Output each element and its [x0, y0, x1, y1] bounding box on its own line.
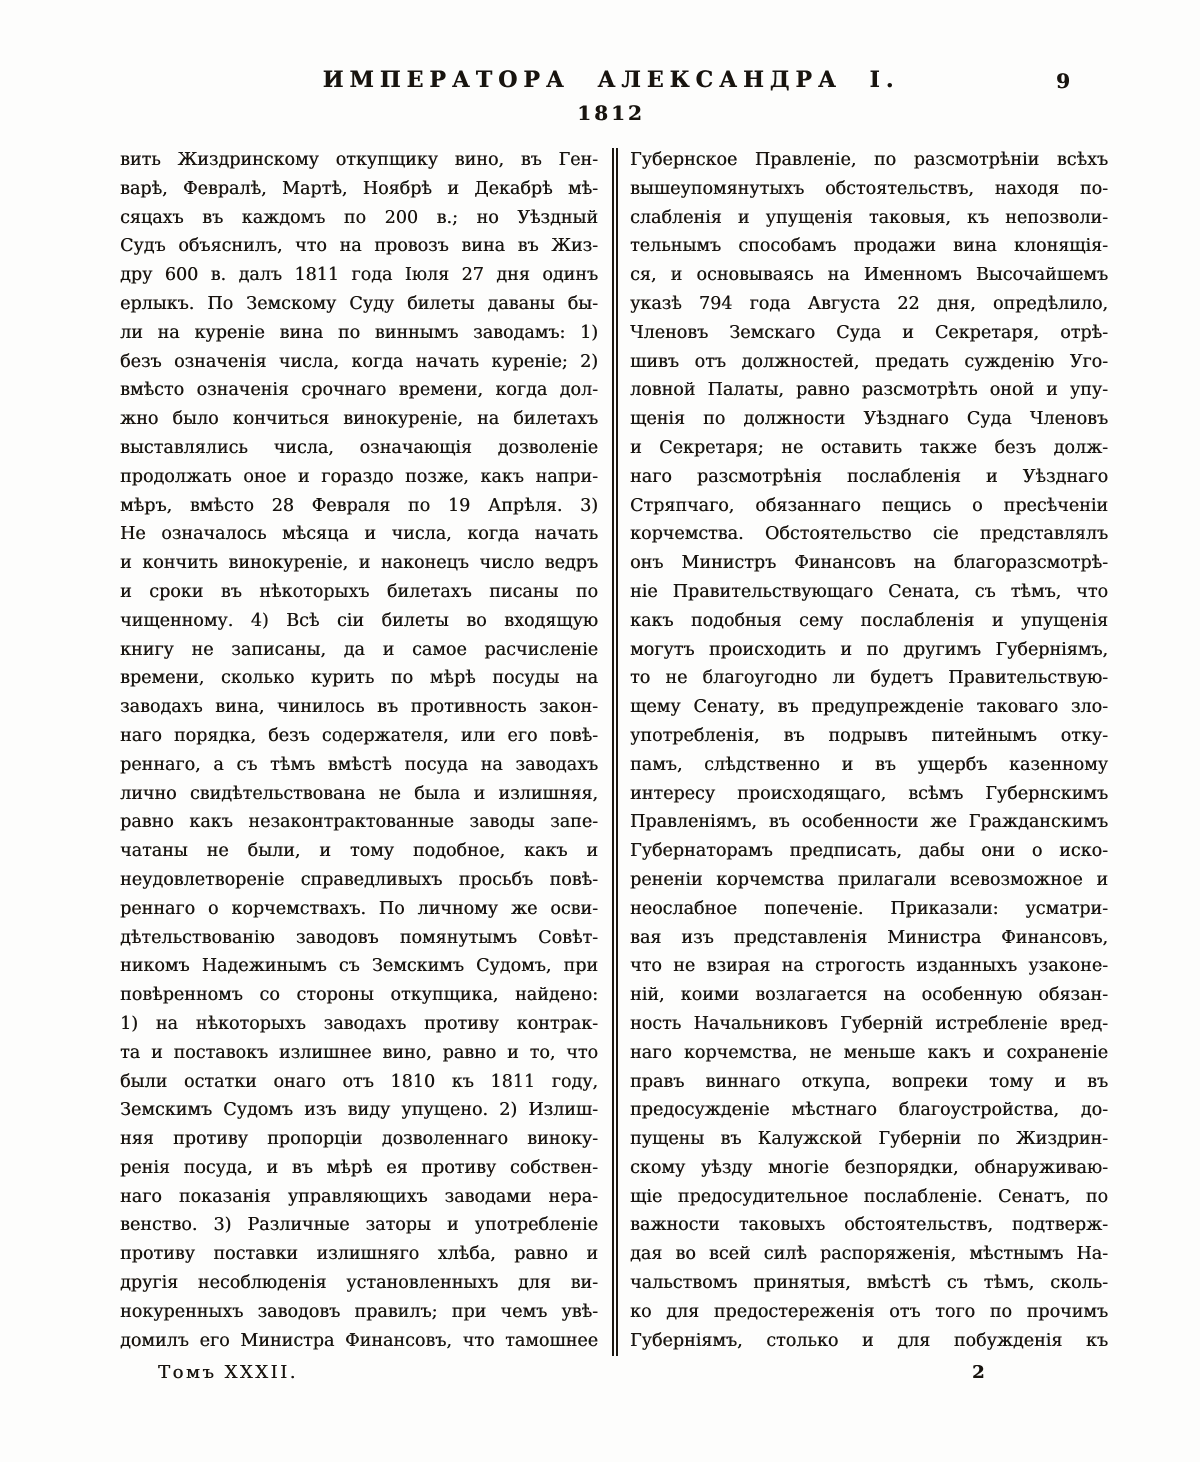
left-column — [120, 146, 598, 1356]
text-line: Не означалось мѣсяца и числа, когда начать — [120, 524, 598, 545]
text-line: предосужденіе мѣстнаго благоустройства, до- — [630, 1100, 1108, 1121]
text-line: Губернаторамъ предписать, дабы они о иско- — [630, 841, 1108, 862]
text-line: чальствомъ принятыя, вмѣстѣ съ тѣмъ, сколь- — [630, 1273, 1108, 1294]
text-line: заводахъ вина, чинилось въ противность закон- — [120, 697, 598, 718]
text-line: неудовлетвореніе справедливыхъ просьбъ повѣ- — [120, 869, 598, 890]
footer-signature-mark: 2 — [972, 1362, 985, 1383]
text-line: памъ, слѣдственно и въ ущербъ казенному — [630, 754, 1108, 775]
text-line: щіе предосудительное послабленіе. Сенатъ, по — [630, 1186, 1108, 1207]
year-heading: 1812 — [577, 101, 645, 125]
text-line: указѣ 794 года Августа 22 дня, опредѣлило, — [630, 293, 1108, 314]
text-line: ній, коими возлагается на особенную обязан- — [630, 985, 1108, 1006]
text-line: употребленія, въ подрывъ питейнымъ отку- — [630, 725, 1108, 746]
text-line: и кончить винокуреніе, и наконецъ число ведръ — [120, 553, 598, 574]
text-line: чатаны не были, и тому подобное, какъ и — [120, 841, 598, 862]
text-line: могутъ происходить и по другимъ Губерніямъ, — [630, 639, 1108, 660]
text-line: времени, сколько курить по мѣрѣ посуды на — [120, 668, 598, 689]
text-line: то не благоугодно ли будетъ Правительствую- — [630, 668, 1108, 689]
text-line: щему Сенату, въ предупрежденіе таковаго зло- — [630, 697, 1108, 718]
text-line: вить Жиздринскому откупщику вино, въ Ген- — [120, 150, 598, 170]
text-columns — [120, 146, 1108, 1356]
text-line: наго корчемства, не меньше какъ и сохраненіе — [630, 1042, 1108, 1063]
text-line: венство. 3) Различные заторы и употребленіе — [120, 1215, 598, 1236]
text-line: Губернское Правленіе, по разсмотрѣніи всѣхъ — [630, 150, 1108, 170]
text-line: реннаго о корчемствахъ. По личному же осви- — [120, 898, 598, 919]
text-line: дѣтельствованію заводовъ помянутымъ Совѣт- — [120, 927, 598, 948]
text-line: ніе Правительствующаго Сената, съ тѣмъ, что — [630, 581, 1108, 602]
text-line: ся, и основываясь на Именномъ Высочайшемъ — [630, 265, 1108, 286]
text-line: вая изъ представленія Министра Финансовъ, — [630, 927, 1108, 948]
text-line: дру 600 в. далъ 1811 года Іюля 27 дня одинъ — [120, 265, 598, 286]
text-line: Земскимъ Судомъ изъ виду упущено. 2) Излиш- — [120, 1100, 598, 1121]
text-line: ность Начальниковъ Губерній истребленіе вред- — [630, 1013, 1108, 1034]
text-line: рененіи корчемства прилагали всевозможное и — [630, 869, 1108, 890]
text-line: пущены въ Калужской Губерніи по Жиздрин- — [630, 1129, 1108, 1150]
running-head-title: ИМПЕРАТОРА АЛЕКСАНДРА I. — [322, 67, 900, 93]
text-line: противу поставки излишняго хлѣба, равно и — [120, 1244, 598, 1265]
text-line: ренія посуда, и въ мѣрѣ ея противу собствен- — [120, 1157, 598, 1178]
text-line: другія несоблюденія установленныхъ для ви- — [120, 1273, 598, 1294]
text-line: неослабное попеченіе. Приказали: усматри- — [630, 898, 1108, 919]
text-line: ко для предостереженія отъ того по прочимъ — [630, 1301, 1108, 1322]
text-line: нокуренныхъ заводовъ правилъ; при чемъ увѣ- — [120, 1301, 598, 1322]
text-line: няя противу пропорціи дозволеннаго виноку- — [120, 1129, 598, 1150]
text-line: Судъ объяснилъ, что на провозъ вина въ Жиз- — [120, 236, 598, 257]
text-line: продолжать оное и гораздо позже, какъ напри- — [120, 466, 598, 487]
text-line: 1) на нѣкоторыхъ заводахъ противу контрак- — [120, 1013, 598, 1034]
text-line: никомъ Надежинымъ съ Земскимъ Судомъ, при — [120, 956, 598, 977]
text-line: варѣ, Февралѣ, Мартѣ, Ноябрѣ и Декабрѣ мѣ- — [120, 178, 598, 199]
text-line: слабленія и упущенія таковыя, къ непозволи- — [630, 207, 1108, 228]
text-line: повѣренномъ со стороны откупщика, найдено: — [120, 985, 598, 1006]
text-line: книгу не записаны, да и самое расчисленіе — [120, 639, 598, 660]
text-line: важности таковыхъ обстоятельствъ, подтверж- — [630, 1215, 1108, 1236]
text-line: правъ виннаго откупа, вопреки тому и въ — [630, 1071, 1108, 1092]
text-line: дая во всей силѣ распоряженія, мѣстнымъ На- — [630, 1244, 1108, 1265]
text-line: Стряпчаго, обязаннаго пещись о пресѣченіи — [630, 495, 1108, 516]
text-line: Членовъ Земскаго Суда и Секретаря, отрѣ- — [630, 322, 1108, 343]
column-divider-rule — [612, 148, 618, 1356]
page-number: 9 — [1056, 69, 1070, 93]
text-line: жно было кончиться винокуреніе, на билетахъ — [120, 409, 598, 430]
text-line: шивъ отъ должностей, предать сужденію Уго- — [630, 351, 1108, 372]
text-line: сяцахъ въ каждомъ по 200 в.; но Уѣздный — [120, 207, 598, 228]
text-line: и Секретаря; не оставить также безъ долж- — [630, 437, 1108, 458]
text-line: ли на куреніе вина по виннымъ заводамъ: 1) — [120, 322, 598, 343]
footer-volume-label: Томъ XXXII. — [158, 1362, 298, 1383]
text-line: тельнымъ способамъ продажи вина клонящія- — [630, 236, 1108, 257]
right-column — [630, 146, 1108, 1356]
text-line: чищенному. 4) Всѣ сіи билеты во входящую — [120, 610, 598, 631]
text-line: та и поставокъ излишнее вино, равно и то, что — [120, 1042, 598, 1063]
text-line: Губерніямъ, столько и для побужденія къ — [630, 1330, 1108, 1351]
text-line: наго показанія управляющихъ заводами нера- — [120, 1186, 598, 1207]
text-line: и сроки въ нѣкоторыхъ билетахъ писаны по — [120, 581, 598, 602]
text-line: мѣръ, вмѣсто 28 Февраля по 19 Апрѣля. 3) — [120, 495, 598, 516]
text-line: какъ подобныя сему послабленія и упущенія — [630, 610, 1108, 631]
text-line: корчемства. Обстоятельство сіе представлялъ — [630, 524, 1108, 545]
text-line: реннаго, а съ тѣмъ вмѣстѣ посуда на заводахъ — [120, 754, 598, 775]
text-line: домилъ его Министра Финансовъ, что тамошнее — [120, 1330, 598, 1351]
text-line: равно какъ незаконтрактованные заводы запе- — [120, 812, 598, 833]
text-line: что не взирая на строгость изданныхъ узаконе- — [630, 956, 1108, 977]
text-line: ловной Палаты, равно разсмотрѣть оной и упу- — [630, 380, 1108, 401]
text-line: безъ означенія числа, когда начать куреніе; 2) — [120, 351, 598, 372]
text-line: были остатки онаго отъ 1810 къ 1811 году, — [120, 1071, 598, 1092]
text-line: наго разсмотрѣнія послабленія и Уѣзднаго — [630, 466, 1108, 487]
text-line: ерлыкъ. По Земскому Суду билеты даваны бы- — [120, 293, 598, 314]
text-line: вышеупомянутыхъ обстоятельствъ, находя по- — [630, 178, 1108, 199]
text-line: интересу происходящаго, всѣмъ Губернскимъ — [630, 783, 1108, 804]
text-line: наго порядка, безъ содержателя, или его повѣ- — [120, 725, 598, 746]
text-line: скому уѣзду многіе безпорядки, обнаруживаю- — [630, 1157, 1108, 1178]
text-line: щенія по должности Уѣзднаго Суда Членовъ — [630, 409, 1108, 430]
text-line: Правленіямъ, въ особенности же Гражданскимъ — [630, 812, 1108, 833]
text-line: лично свидѣтельствована не была и излишняя, — [120, 783, 598, 804]
text-line: вмѣсто означенія срочнаго времени, когда дол- — [120, 380, 598, 401]
text-line: выставлялись числа, означающія дозволеніе — [120, 437, 598, 458]
text-line: онъ Министръ Финансовъ на благоразсмотрѣ- — [630, 553, 1108, 574]
